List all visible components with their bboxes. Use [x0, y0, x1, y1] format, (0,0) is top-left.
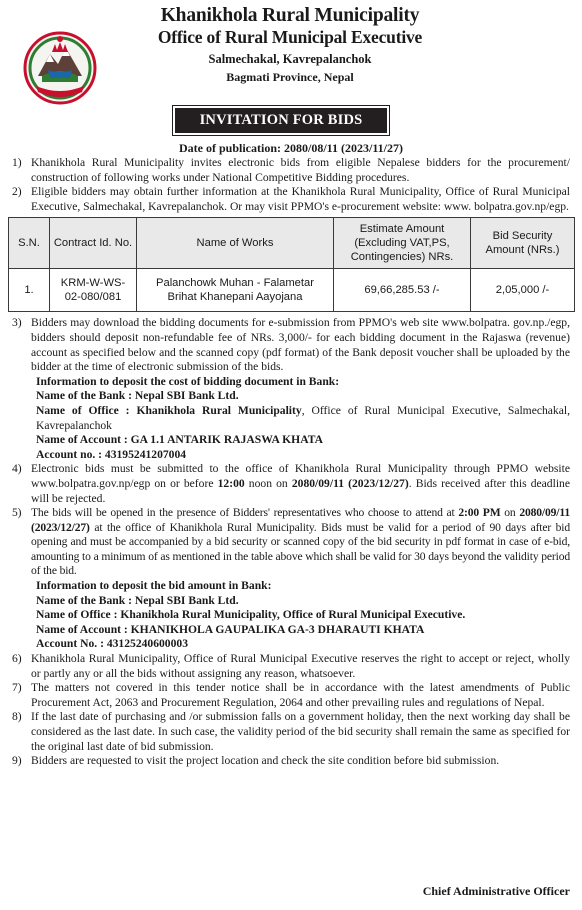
clause-number: 8) — [12, 710, 22, 724]
office-address: Salmechakal, Kavrepalanchok — [208, 52, 372, 66]
deposit-security-office: Name of Office : Khanikhola Rural Municipality, Office of Rural Municipal Executive. — [36, 608, 466, 622]
bid-security-bank-info — [10, 579, 570, 652]
col-security-header: Bid Security Amount (NRs.) — [471, 218, 575, 269]
deposit-doc-office: Name of Office : Khanikhola Rural Municipality — [36, 403, 302, 417]
clause-text: on — [500, 506, 520, 520]
col-estimate-header: Estimate Amount (Excluding VAT,PS, Contingencies) NRs. — [334, 218, 471, 269]
cell-estimate: 69,66,285.53 /- — [334, 269, 471, 312]
deposit-security-bank: Name of the Bank : Nepal SBI Bank Ltd. — [36, 593, 239, 607]
deposit-doc-heading: Information to deposit the cost of bidding document in Bank: — [36, 374, 340, 388]
deposit-doc-account-no: Account no. : 43195241207004 — [36, 447, 187, 461]
office-title: Office of Rural Municipal Executive — [157, 27, 423, 47]
opening-time: 2:00 PM — [458, 506, 501, 520]
col-sn-header: S.N. — [9, 218, 50, 269]
clause-text: noon on — [244, 476, 292, 490]
notice-body — [10, 156, 570, 769]
clause-number: 7) — [12, 681, 22, 695]
clause-1 — [10, 156, 570, 185]
deposit-security-account-name: Name of Account : KHANIKHOLA GAUPALIKA GA-3 DHARAUTI KHATA — [36, 622, 425, 636]
publication-date: Date of publication: 2080/08/11 (2023/11/27) — [178, 141, 403, 155]
clause-text: . Bids received after this deadline will be rejected. — [31, 476, 570, 505]
clause-number: 1) — [12, 156, 22, 169]
clause-text: The matters not covered in this tender notice shall be in accordance with the latest amendments of Public Procurement Act, 2063 and Procurement Regulation, 2064 and other prevailing rules and regulations of Nepal. — [31, 681, 570, 709]
table-row — [9, 269, 575, 312]
deposit-doc-bank: Name of the Bank : Nepal SBI Bank Ltd. — [36, 389, 239, 403]
municipality-title: Khanikhola Rural Municipality — [160, 5, 420, 26]
deposit-security-heading: Information to deposit the bid amount in Bank: — [36, 579, 272, 593]
clause-text: Eligible bidders may obtain further information at the Khanikhola Rural Municipality, Office of Rural Municipal Executive, Salmechakal, Kavrepalanchok. Or may visit PPMO's e-procurement website: www. bolpatra.gov.np/egp. — [31, 185, 570, 213]
clause-6 — [10, 652, 570, 681]
clause-text: If the last date of purchasing and /or submission falls on a government holiday, then the next working day shall be considered as the last date. In such case, the validity period of the bid security shall remain the same as specified for the original last date of bid submission. — [31, 710, 570, 753]
deposit-doc-office-rest: , Office of Rural Municipal Executive, Salmechakal, Kavrepalanchok — [36, 403, 570, 432]
works-table — [8, 217, 575, 312]
clause-number: 2) — [12, 185, 22, 199]
clause-9 — [10, 754, 570, 769]
cell-work-name: Palanchowk Muhan - Falametar Brihat Khanepani Aayojana — [137, 269, 334, 312]
clause-text: Bidders are requested to visit the project location and check the site condition before bid submission. — [31, 754, 500, 768]
deposit-security-account-no: Account No. : 43125240600003 — [36, 637, 188, 651]
deadline-time: 12:00 — [217, 476, 245, 490]
col-works-header: Name of Works — [137, 218, 334, 269]
deposit-doc-office-line — [36, 404, 570, 433]
clause-number: 4) — [12, 462, 22, 476]
clause-text: Khanikhola Rural Municipality invites electronic bids from eligible Nepalese bidders for the procurement/ construction of following works under National Competitive Bidding procedures. — [31, 156, 570, 184]
clause-text: Khanikhola Rural Municipality, Office of Rural Municipal Executive reserves the right to accept or reject, wholly or partly any or all the bids without assigning any reason, whatsoever. — [31, 652, 570, 680]
col-contract-header: Contract Id. No. — [50, 218, 137, 269]
clause-number: 5) — [12, 506, 22, 520]
clause-3 — [10, 316, 570, 374]
clause-5 — [10, 506, 570, 579]
clause-number: 6) — [12, 652, 22, 666]
clause-text: Bidders may download the bidding documents for e-submission from PPMO's web site www.bolpatra. gov.np./egp, bidders should deposit non-refundable fee of NRs. 3,000/- for each bidding document in the Rajaswa (revenue) account as specified below and the scanned copy (pdf format) of the Bank deposit voucher shall be uploaded by the bidder at the time of electronic submission of the bids. — [31, 316, 570, 374]
cell-contract-id: KRM-W-WS- 02-080/081 — [50, 269, 137, 312]
clause-2 — [10, 185, 570, 214]
document-fee-bank-info — [10, 375, 570, 463]
deposit-doc-account-name: Name of Account : GA 1.1 ANTARIK RAJASWA KHATA — [36, 433, 323, 447]
invitation-banner: INVITATION FOR BIDS — [175, 108, 387, 133]
clause-number: 3) — [12, 316, 22, 330]
signature-title: Chief Administrative Officer — [422, 884, 570, 898]
province-line: Bagmati Province, Nepal — [226, 70, 354, 84]
deadline-date: 2080/09/11 (2023/12/27) — [291, 476, 409, 490]
opening-date: 2080/09/11 (2023/12/27) — [31, 506, 570, 534]
clause-8 — [10, 710, 570, 754]
clause-text: at the office of Khanikhola Rural Municipality. Bids must be valid for a period of 90 days after bid opening and must be accompanied by a bid security or scanned copy of the bid security in pdf format in case of e-bid, amounting to a minimum of as mentioned in the table above which shall be valid for 30 days beyond the validity period of the bid. — [31, 520, 570, 578]
clause-number: 9) — [12, 754, 22, 768]
header — [0, 4, 582, 100]
clause-text: The bids will be opened in the presence of Bidders' representatives who choose to attend at — [31, 506, 459, 520]
table-header-row — [9, 218, 575, 269]
clause-7 — [10, 681, 570, 710]
clause-4 — [10, 462, 570, 506]
cell-sn: 1. — [9, 269, 50, 312]
cell-bid-security: 2,05,000 /- — [471, 269, 575, 312]
nepal-government-emblem-icon — [22, 30, 98, 106]
clause-text: Electronic bids must be submitted to the office of Khanikhola Rural Municipality through PPMO website www.bolpatra.gov.np/egp on or before — [31, 462, 570, 490]
